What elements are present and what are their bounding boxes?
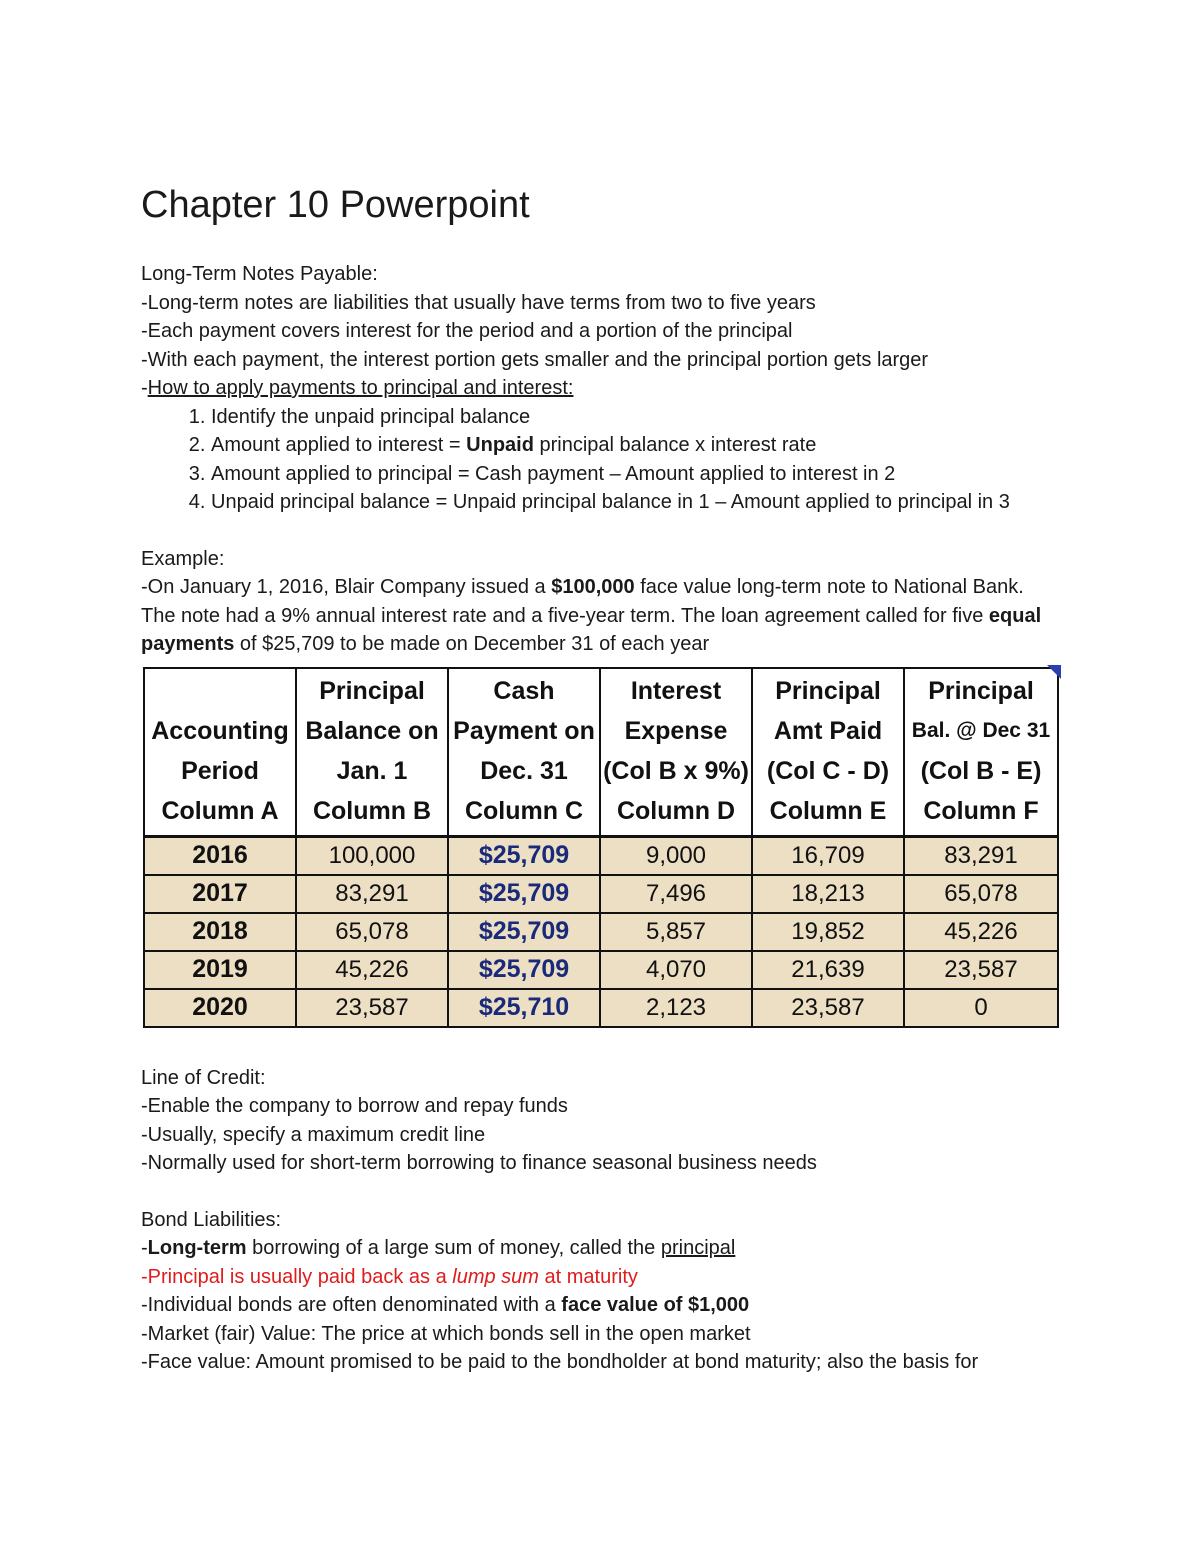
header-line: Column B [312,796,432,825]
header-line: Amt Paid [773,716,883,745]
example-paragraph [141,573,1061,659]
table-cell: 83,291 [296,875,448,913]
header-line: (Col C - D) [766,756,890,785]
table-cell: 4,070 [600,951,752,989]
apply-link[interactable]: How to apply payments to principal and interest: [147,377,574,399]
header-line: Balance on [305,716,439,745]
amortization-table [143,667,1059,1028]
amortization-table-image [143,667,1057,1028]
table-cell: 5,857 [600,913,752,951]
bonds-underline: principal [660,1237,736,1259]
example-bold: $100,000 [551,576,635,598]
header-cell [904,668,1058,837]
credit-bullet: -Normally used for short-term borrowing to finance seasonal business needs [141,1152,817,1174]
notes-bullet: -With each payment, the interest portion gets smaller and the principal portion gets larger [141,348,929,371]
bonds-text: - [141,1237,148,1259]
period-cell: 2017 [144,875,296,913]
table-cell: 23,587 [752,989,904,1027]
header-line: Dec. 31 [480,756,568,785]
bonds-bold: Long-term [147,1237,247,1259]
header-line: (Col B - E) [920,756,1042,785]
cash-cell: $25,709 [448,951,600,989]
example-text: face value long-term note to National Bank. The note had a 9% annual interest rate and a five-year term. The loan agreement called for five [141,576,1024,627]
table-cell: 9,000 [600,836,752,875]
table-cell: 65,078 [904,875,1058,913]
notes-heading: Long-Term Notes Payable: [141,263,378,285]
header-cell [448,668,600,837]
step-item [211,460,1061,489]
period-cell: 2016 [144,836,296,875]
table-row [144,989,1058,1027]
header-line: Principal [775,676,881,705]
table-cell: 7,496 [600,875,752,913]
period-cell: 2020 [144,989,296,1027]
table-cell: 16,709 [752,836,904,875]
steps-list [141,403,1061,517]
header-line: (Col B x 9%) [603,756,749,785]
table-cell: 18,213 [752,875,904,913]
step-bold: Unpaid [466,434,534,456]
header-line: Jan. 1 [336,756,408,785]
header-line [145,671,295,711]
step-text: Unpaid principal balance = Unpaid principal balance in 1 – Amount applied to principal in 3 [211,491,1010,513]
step-item [211,403,1061,432]
header-line: Bal. @ Dec 31 [911,718,1051,742]
corner-marker-icon [1047,665,1061,679]
header-line: Payment on [453,716,595,745]
bonds-bullet [141,1234,1061,1263]
step-item [211,431,1061,460]
header-line: Column C [464,796,584,825]
header-line: Period [181,756,259,785]
credit-bullet: -Enable the company to borrow and repay funds [141,1095,568,1117]
document-page [141,180,1061,1377]
header-cell [752,668,904,837]
cash-cell: $25,709 [448,875,600,913]
table-cell: 100,000 [296,836,448,875]
table-cell: 83,291 [904,836,1058,875]
apply-prefix: - [141,377,148,399]
table-cell: 45,226 [296,951,448,989]
header-line: Accounting [151,716,289,745]
cash-cell: $25,709 [448,913,600,951]
cash-cell: $25,710 [448,989,600,1027]
table-cell: 23,587 [296,989,448,1027]
table-header-row [144,668,1058,837]
bonds-bullet [141,1291,1061,1320]
header-cell [600,668,752,837]
step-text: principal balance x interest rate [533,434,817,456]
header-line: Column E [769,796,887,825]
step-item [211,488,1061,517]
bonds-bold: face value of $1,000 [561,1294,750,1316]
notes-bullet: -Long-term notes are liabilities that usually have terms from two to five years [141,291,816,314]
bonds-italic: lump sum [452,1265,539,1288]
example-heading: Example: [141,547,225,570]
step-text: Amount applied to interest = [211,434,467,456]
example-text: of $25,709 to be made on December 31 of each year [234,633,710,655]
header-cell [144,668,296,837]
header-cell [296,668,448,837]
table-cell: 65,078 [296,913,448,951]
table-row [144,951,1058,989]
table-row [144,836,1058,875]
bonds-bullet: -Market (fair) Value: The price at which bonds sell in the open market [141,1322,751,1345]
apply-heading [141,374,1061,403]
header-line: Column A [161,796,279,825]
bonds-text: borrowing of a large sum of money, called the [246,1237,661,1259]
header-line: Expense [624,716,728,745]
bonds-bullet-red [141,1263,1061,1292]
table-cell: 45,226 [904,913,1058,951]
table-cell: 19,852 [752,913,904,951]
header-line: Column F [923,796,1039,825]
period-cell: 2018 [144,913,296,951]
header-line: Cash [493,676,555,705]
credit-heading: Line of Credit: [141,1066,266,1089]
example-text: -On January 1, 2016, Blair Company issued a [141,576,552,598]
bonds-text: -Principal is usually paid back as a [141,1265,453,1288]
table-cell: 21,639 [752,951,904,989]
bonds-text: at maturity [538,1265,638,1288]
table-cell: 23,587 [904,951,1058,989]
header-line: Interest [630,676,722,705]
cash-cell: $25,709 [448,836,600,875]
bonds-heading: Bond Liabilities: [141,1208,282,1231]
notes-bullet: -Each payment covers interest for the period and a portion of the principal [141,320,793,342]
page-title: Chapter 10 Powerpoint [141,184,530,226]
table-cell: 0 [904,989,1058,1027]
table-cell: 2,123 [600,989,752,1027]
table-row [144,875,1058,913]
bonds-bullet: -Face value: Amount promised to be paid to the bondholder at bond maturity; also the basis for [141,1351,979,1373]
credit-bullet: -Usually, specify a maximum credit line [141,1123,486,1146]
table-row [144,913,1058,951]
step-text: Amount applied to principal = Cash payment – Amount applied to interest in 2 [211,462,896,485]
period-cell: 2019 [144,951,296,989]
header-line: Principal [928,676,1034,705]
step-text: Identify the unpaid principal balance [211,405,531,428]
bonds-text: -Individual bonds are often denominated with a [141,1294,562,1316]
example-bold: equal payments [141,604,1042,655]
header-line: Column D [616,796,736,825]
header-line: Principal [319,676,425,705]
